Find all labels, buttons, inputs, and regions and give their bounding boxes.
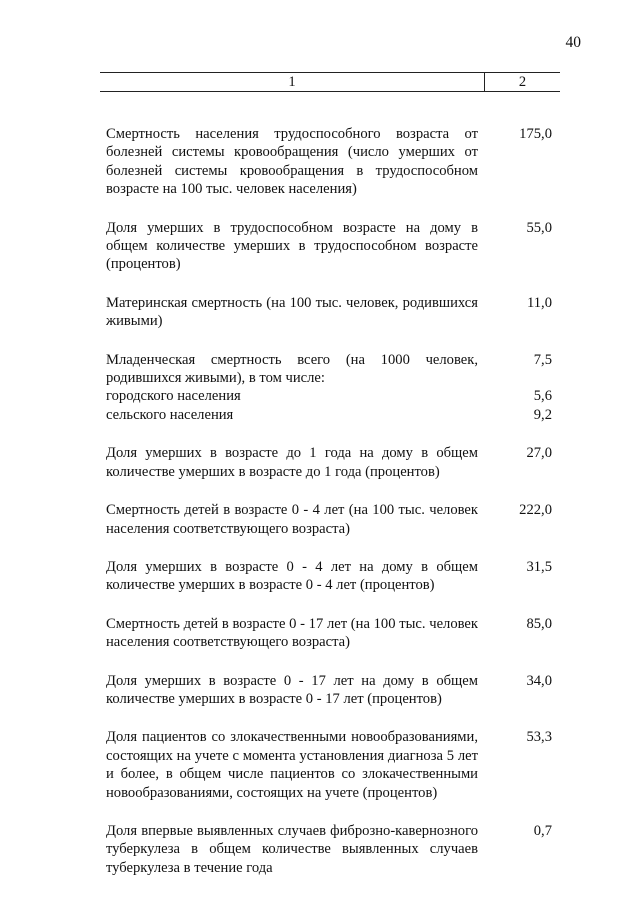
row-value: 175,0	[519, 126, 552, 142]
sub-row-label: городского населения	[106, 388, 241, 405]
table-row	[106, 615, 552, 652]
table-row	[106, 294, 552, 331]
table-row	[106, 444, 552, 481]
row-value: 34,0	[526, 672, 552, 689]
header-col-2: 2	[518, 74, 527, 90]
sub-row-value: 5,6	[533, 388, 552, 405]
table-row	[106, 219, 552, 274]
table-row	[106, 501, 552, 538]
row-description: Доля впервые выявленных случаев фиброзно-кавернозного туберкулеза в общем количестве выявленных случаев туберкулеза в течение года	[106, 822, 478, 876]
row-value: 222,0	[519, 502, 552, 519]
row-description: Доля умерших в трудоспособном возрасте на дому в общем количестве умерших в трудоспособном возрасте (процентов)	[106, 219, 478, 273]
row-description: Смертность детей в возрасте 0 - 4 лет (на 100 тыс. человек населения соответствующего возраста)	[106, 502, 478, 537]
row-value: 31,5	[526, 558, 552, 575]
table-row	[106, 125, 552, 199]
page-number: 40	[565, 34, 581, 51]
table-header	[100, 72, 560, 92]
sub-row	[106, 406, 552, 424]
row-description: Доля умерших в возрасте до 1 года на дому в общем количестве умерших в возрасте до 1 года (процентов)	[106, 445, 478, 480]
table-row	[106, 351, 552, 425]
sub-row	[106, 387, 552, 405]
table-row	[106, 558, 552, 595]
row-value: 27,0	[526, 445, 552, 462]
row-value: 85,0	[526, 615, 552, 632]
row-description: Смертность детей в возрасте 0 - 17 лет (на 100 тыс. человек населения соответствующего возраста)	[106, 615, 478, 651]
header-top-rule	[100, 72, 560, 73]
row-value: 0,7	[533, 822, 552, 839]
sub-row-value: 9,2	[533, 406, 552, 423]
row-description: Младенческая смертность всего (на 1000 человек, родившихся живыми), в том числе:	[106, 351, 478, 387]
table-row	[106, 672, 552, 709]
sub-row-label: сельского населения	[106, 406, 234, 423]
indicator-table-body	[106, 125, 552, 897]
row-value: 11,0	[527, 294, 552, 311]
row-value: 53,3	[526, 729, 552, 746]
header-col-1: 1	[288, 74, 296, 90]
row-value: 55,0	[526, 219, 552, 236]
row-description: Материнская смертность (на 100 тыс. человек, родившихся живыми)	[106, 294, 478, 330]
row-value: 7,5	[533, 351, 552, 368]
table-row	[106, 728, 552, 802]
row-description: Доля пациентов со злокачественными новообразованиями, состоящих на учете с момента установления диагноза 5 лет и более, в общем числе пациентов со злокачественными новообразованиями, состоящих на учете (процентов)	[106, 729, 478, 801]
row-description: Доля умерших в возрасте 0 - 4 лет на дому в общем количестве умерших в возрасте 0 - 4 лет (процентов)	[106, 558, 478, 594]
row-description: Смертность населения трудоспособного возраста от болезней системы кровообращения (число умерших от болезней системы кровообращения в трудоспособном возрасте на 100 тыс. человек населения)	[106, 126, 478, 198]
row-description: Доля умерших в возрасте 0 - 17 лет на дому в общем количестве умерших в возрасте 0 - 17 лет (процентов)	[106, 672, 478, 707]
header-bottom-rule	[100, 91, 560, 92]
table-row	[106, 822, 552, 877]
